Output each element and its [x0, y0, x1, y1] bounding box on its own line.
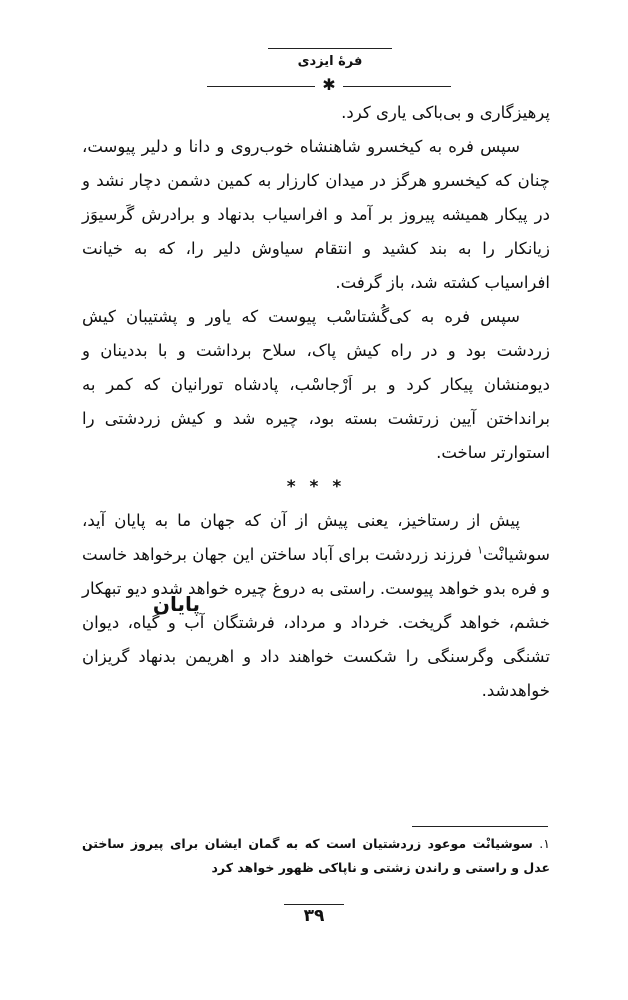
- ornament-line-left: [207, 86, 315, 87]
- footnote-reference[interactable]: ۱: [477, 543, 484, 557]
- footnote: [82, 832, 550, 880]
- section-separator: * * *: [286, 477, 346, 497]
- paragraph-3: سپس فره به کی‌گُشتاسْب پیوست که یاور و پشتیبان کیش زردشت بود و در راه کیش پاک، سلاح برداشت و با بددینان و دیومنشان پیکار کرد و بر اَرْجاسْب، پادشاه تورانیان که کمر به برانداختن آیین زرتشت بسته بود، چیره شد و کیش زردشتی را استوارتر ساخت.: [82, 307, 550, 462]
- paragraph-1: پرهیزگاری و بی‌باکی یاری کرد.: [341, 103, 550, 122]
- header-ornament: [207, 75, 451, 94]
- header-rule: [268, 48, 392, 49]
- asterisk-ornament-icon: ✱: [322, 75, 336, 94]
- paragraph-2: سپس فره به کیخسرو شاهنشاه خوب‌روی و دانا و دلیر پیوست، چنان که کیخسرو هرگز در میدان کارزار به کمین دشمن دچار نشد و در پیکار همیشه پیروز بر آمد و افراسیاب بدنهاد و برادرش گَرسیوَز زیانکار را به بند کشید و انتقام سیاوش دلیر را، که به خیانت افراسیاب کشته شد، باز گرفت.: [82, 137, 550, 292]
- footnote-number: ۱.: [539, 836, 550, 851]
- the-end-label: پایان: [152, 592, 200, 616]
- footnote-rule: [412, 826, 548, 827]
- page-number: ۳۹: [303, 906, 325, 926]
- paragraph-4-rest: فرزند زردشت برای آباد ساختن این جهان برخواهد خاست و فره بدو خواهد پیوست. راستی به دروغ چیره خواهد شدو دیو تبهکار خشم، خواهد گریخت. خرداد و مرداد، فرشتگان آب و گیاه، دیوان تشنگی وگرسنگی را شکست خواهند داد و اهریمن بدنهاد گریزان خواهدشد.: [82, 545, 550, 700]
- page-number-rule: [284, 904, 344, 905]
- running-title: فرهٔ ایزدی: [297, 54, 363, 69]
- body-text: [82, 96, 550, 708]
- footnote-text: سوشیانْت موعود زردشتیان است که به گمان ایشان برای پیروز ساختن عدل و راستی و راندن زشتی و ناپاکی ظهور خواهد کرد: [82, 836, 550, 875]
- paragraph-4-text: پیش از رستاخیز، یعنی پیش از آن که جهان ما به پایان آید، سوشیانْت: [82, 511, 550, 564]
- ornament-line-right: [343, 86, 451, 87]
